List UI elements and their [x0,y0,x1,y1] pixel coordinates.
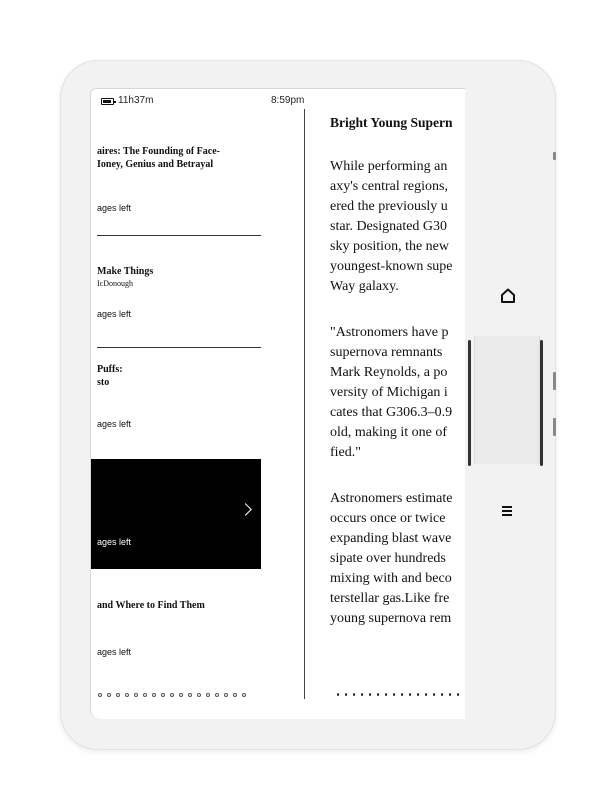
reading-pane[interactable] [330,115,465,629]
page-indicator [98,693,298,699]
library-list [91,89,304,719]
list-item[interactable] [97,599,261,612]
menu-button[interactable] [494,498,522,526]
book-title: Puffs: [97,364,123,375]
page-flip-panel[interactable] [474,336,540,464]
screen [90,88,465,719]
list-item[interactable] [97,265,261,289]
paragraph: "Astronomers have p supernova remnants Mark Reynolds, a po versity of Michigan i cates that G306.3–0.9 old, making it one of fied." [330,325,453,460]
book-title-line2: Ioney, Genius and Betrayal [97,159,214,170]
book-title: Make Things [97,266,154,277]
divider [97,347,261,348]
list-item[interactable] [97,145,261,171]
battery-time: 11h37m [118,95,154,106]
home-button[interactable] [494,282,522,310]
list-item-selected[interactable] [91,459,261,569]
volume-down-button[interactable] [553,418,556,436]
book-author: IcDonough [97,279,133,288]
paragraph: Astronomers estimate occurs once or twice expanding blast wave sipate over hundreds mixing with and beco terstellar gas.Like fre young supernova rem [330,491,453,626]
list-item[interactable] [97,363,261,389]
volume-up-button[interactable] [553,372,556,390]
pages-left: ages left [97,419,132,429]
chevron-right-icon[interactable] [239,503,252,516]
page-indicator [337,693,465,699]
pages-left: ages left [97,537,132,547]
paragraph: While performing an axy's central regions, ered the previously u star. Designated G30 sky position, the new youngest-known supe Way galaxy. [330,159,453,294]
divider [97,235,261,236]
pane-divider [304,109,305,699]
pages-left: ages left [97,309,132,319]
book-title-line2: sto [97,377,110,388]
page-back-button[interactable] [468,340,471,466]
book-title: aires: The Founding of Face- [97,146,220,157]
home-icon [494,282,522,310]
clock: 8:59pm [271,95,305,106]
page-forward-button[interactable] [540,340,543,466]
book-title: and Where to Find Them [97,600,205,611]
article-title: Bright Young Supern [330,115,453,130]
pages-left: ages left [97,647,132,657]
power-switch[interactable] [553,152,556,160]
pages-left: ages left [97,203,132,213]
